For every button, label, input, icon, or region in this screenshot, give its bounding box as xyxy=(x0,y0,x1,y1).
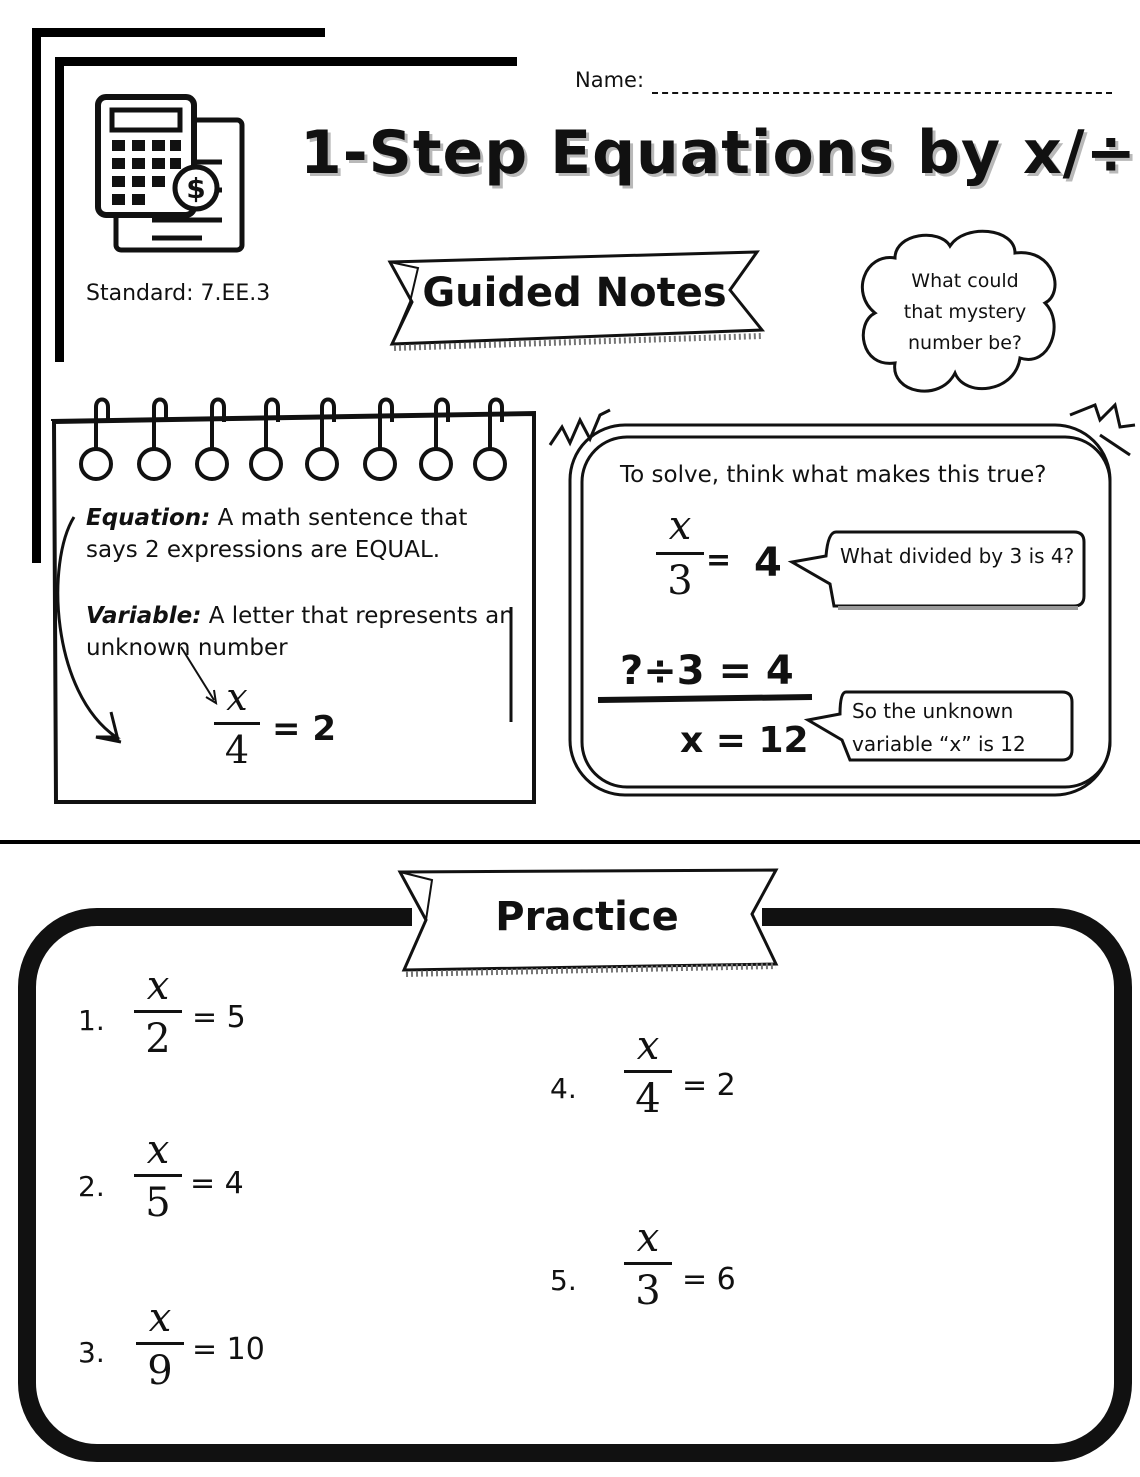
standard-label: Standard: 7.EE.3 xyxy=(86,281,271,306)
notebook-definitions xyxy=(86,502,516,664)
bubble-2-line-2: variable “x” is 12 xyxy=(852,732,1026,756)
equation-def-text: A math sentence that says 2 expressions are EQUAL. xyxy=(86,505,468,563)
variable-definition xyxy=(86,600,516,664)
fraction-numerator: x xyxy=(636,1023,660,1069)
solve-equals: = xyxy=(706,543,732,578)
solve-prompt: To solve, think what makes this true? xyxy=(620,462,1047,488)
solve-fraction xyxy=(656,500,704,607)
fraction-denominator: 4 xyxy=(224,728,250,772)
problem-fraction xyxy=(134,1126,182,1229)
problem-number: 2. xyxy=(78,1170,105,1203)
cloud-line: number be? xyxy=(907,332,1023,354)
notebook-example-fraction xyxy=(214,672,260,775)
problem-number: 4. xyxy=(550,1072,577,1105)
fraction-denominator: 2 xyxy=(145,1016,171,1062)
fraction-numerator: x xyxy=(668,503,692,549)
guided-notes-title: Guided Notes xyxy=(422,270,727,316)
name-label: Name: xyxy=(575,68,645,92)
frame-bar-left-outer xyxy=(32,28,41,563)
solve-answer: x = 12 xyxy=(680,720,809,761)
fraction-denominator: 9 xyxy=(147,1348,173,1394)
cloud-line: that mystery xyxy=(903,301,1027,323)
fraction-denominator: 3 xyxy=(635,1268,661,1314)
problem-number: 1. xyxy=(78,1004,105,1037)
problem-rhs: = 6 xyxy=(682,1262,736,1297)
notebook-example-rhs: = 2 xyxy=(272,709,336,749)
bubble-2-line-1: So the unknown xyxy=(852,699,1014,723)
problem-rhs: = 10 xyxy=(192,1332,265,1367)
cloud-line: What could xyxy=(911,270,1019,292)
variable-def-text: A letter that represents an unknown number xyxy=(86,603,514,661)
fraction-denominator: 5 xyxy=(145,1180,171,1226)
frame-bar-top-outer xyxy=(32,28,325,37)
problem-number: 5. xyxy=(550,1264,577,1297)
solve-rhs: 4 xyxy=(754,540,782,586)
problem-fraction xyxy=(624,1022,672,1125)
bubble-1-text: What divided by 3 is 4? xyxy=(840,544,1075,568)
fraction-numerator: x xyxy=(146,1127,170,1173)
fraction-numerator: x xyxy=(226,675,248,719)
variable-term: Variable: xyxy=(86,603,202,629)
problem-fraction xyxy=(136,1294,184,1397)
frame-bar-left-inner xyxy=(55,57,64,362)
cloud-text xyxy=(880,266,1050,359)
equation-term: Equation: xyxy=(86,505,211,531)
fraction-numerator: x xyxy=(148,1295,172,1341)
problem-fraction xyxy=(134,962,182,1065)
problem-number: 3. xyxy=(78,1336,105,1369)
practice-banner xyxy=(392,862,782,982)
page-title: 1-Step Equations by x/÷ xyxy=(300,118,1137,188)
speech-bubble-1 xyxy=(786,524,1091,614)
problem-rhs: = 5 xyxy=(192,1000,246,1035)
fraction-numerator: x xyxy=(146,963,170,1009)
practice-title: Practice xyxy=(495,894,679,940)
fraction-numerator: x xyxy=(636,1215,660,1261)
fraction-denominator: 4 xyxy=(635,1076,661,1122)
problem-rhs: = 2 xyxy=(682,1068,736,1103)
svg-text:$: $ xyxy=(186,172,206,205)
frame-bar-top-inner xyxy=(55,57,517,66)
section-divider xyxy=(0,840,1140,844)
guided-notes-banner xyxy=(382,240,767,355)
name-field[interactable] xyxy=(652,92,1112,94)
fraction-denominator: 3 xyxy=(667,558,693,604)
equation-definition xyxy=(86,502,516,566)
solve-step: ?÷3 = 4 xyxy=(620,648,794,694)
calculator-dollar-icon xyxy=(92,92,252,257)
problem-rhs: = 4 xyxy=(190,1166,244,1201)
problem-fraction xyxy=(624,1214,672,1317)
